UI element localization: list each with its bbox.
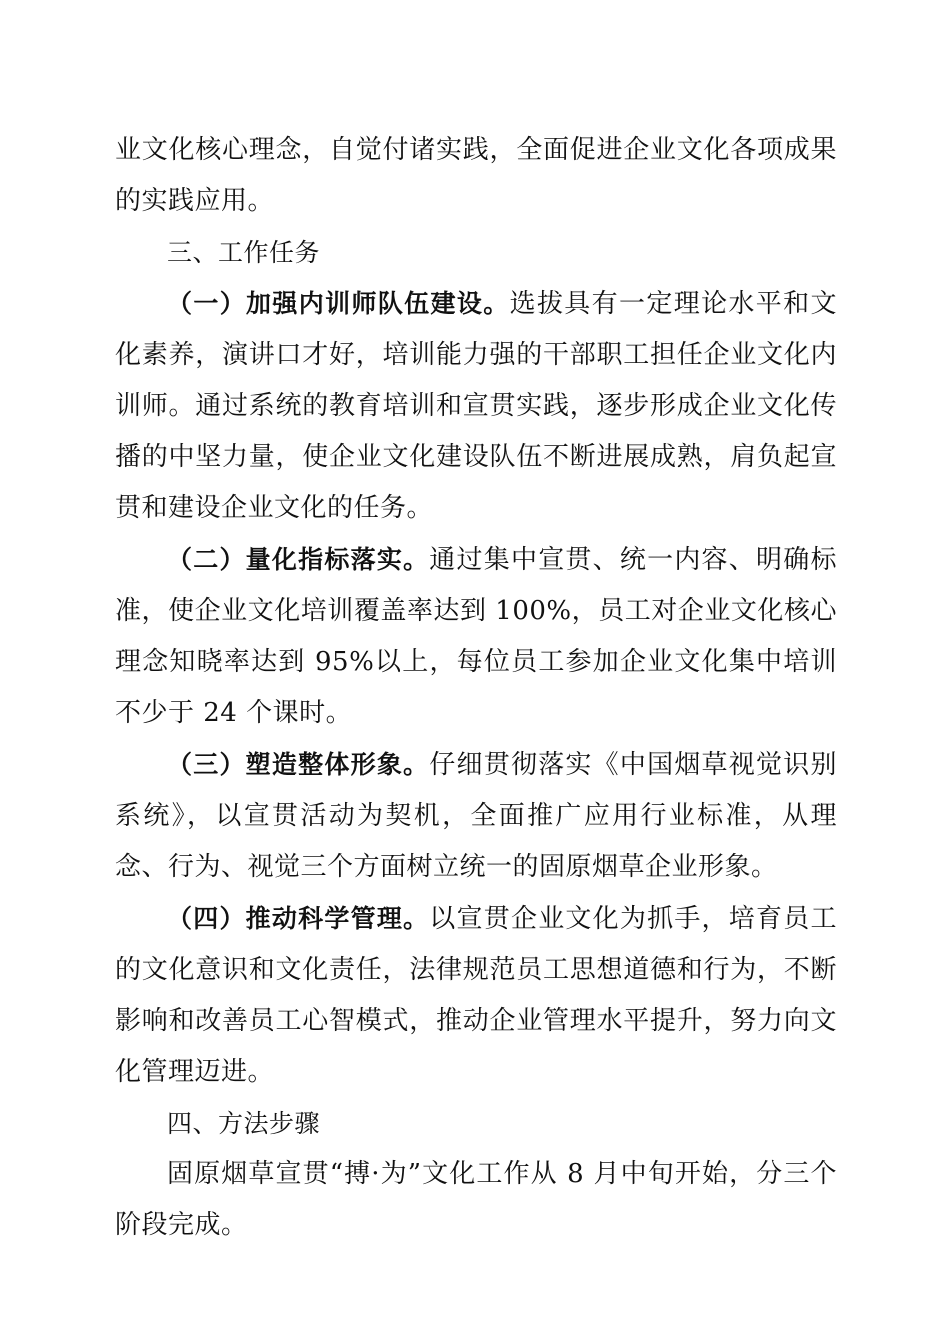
task-paragraph-2: [115, 534, 837, 739]
task-lead-3: （三）塑造整体形象。: [167, 750, 430, 779]
task-paragraph-4: [115, 893, 837, 1098]
task-lead-4: （四）推动科学管理。: [167, 904, 430, 933]
document-body: [115, 125, 837, 1251]
task-lead-2: （二）量化指标落实。: [167, 545, 430, 574]
section-heading-tasks: 三、工作任务: [167, 238, 321, 267]
task-body-3: 仔细贯彻落实《中国烟草视觉识别系统》，以宣贯活动为契机，全面推广应用行业标准，从理念、行为、视觉三个方面树立统一的固原烟草企业形象。: [115, 750, 837, 882]
task-paragraph-1: [115, 278, 837, 534]
methods-paragraph: 固原烟草宣贯“搏·为”文化工作从 8 月中旬开始，分三个阶段完成。: [115, 1159, 837, 1240]
task-lead-1: （一）加强内训师队伍建设。: [167, 289, 510, 318]
section-heading-methods: 四、方法步骤: [167, 1109, 321, 1138]
task-body-4: 以宣贯企业文化为抓手，培育员工的文化意识和文化责任，法律规范员工思想道德和行为，不断影响和改善员工心智模式，推动企业管理水平提升，努力向文化管理迈进。: [115, 904, 837, 1087]
task-paragraph-3: [115, 739, 837, 893]
task-body-1: 选拔具有一定理论水平和文化素养，演讲口才好，培训能力强的干部职工担任企业文化内训师。通过系统的教育培训和宣贯实践，逐步形成企业文化传播的中坚力量，使企业文化建设队伍不断进展成熟，肩负起宣贯和建设企业文化的任务。: [115, 289, 837, 523]
continuation-paragraph: 业文化核心理念，自觉付诸实践，全面促进企业文化各项成果的实践应用。: [115, 135, 837, 216]
task-body-2: 通过集中宣贯、统一内容、明确标准，使企业文化培训覆盖率达到 100%，员工对企业文化核心理念知晓率达到 95%以上，每位员工参加企业文化集中培训不少于 24 个课时。: [115, 545, 837, 728]
